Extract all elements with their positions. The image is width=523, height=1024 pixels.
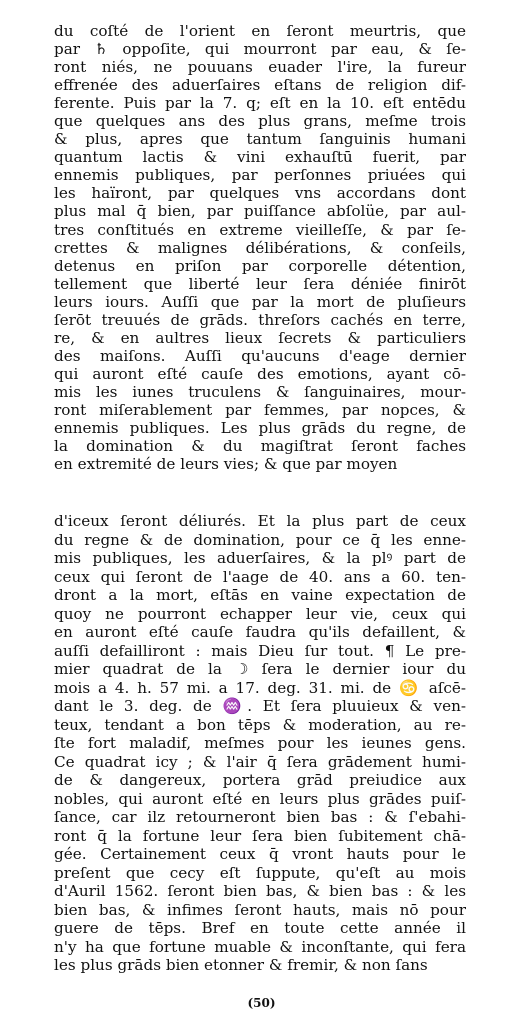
text-line: ſance, car ilz retourneront bien bas : & ſ'ebahi- [54, 808, 466, 826]
text-line: mis les iunes truculens & ſanguinaires, mour- [54, 382, 466, 401]
text-line: n'y ha que fortune muable & inconſtante, qui fera [54, 937, 466, 956]
text-line: du coſté de l'orient en ſeront meurtris, que [54, 22, 466, 40]
text-line: ront q̄ la fortune leur ſera bien ſubitement chā- [54, 826, 466, 845]
text-line: de & dangereux, portera grād preiudice aux [54, 771, 466, 789]
page-number: (50) [247, 996, 276, 1010]
text-line: ceux qui ſeront de l'aage de 40. ans a 60. ten- [54, 567, 466, 586]
text-line: Ce quadrat icy ; & l'air q̄ ſera grādement humi- [54, 752, 466, 771]
text-line: ferente. Puis par la 7. q; eſt en la 10. eſt entēdu [54, 94, 466, 113]
text-line: gée. Certainement ceux q̄ vront hauts pour le [54, 845, 466, 863]
text-line: & plus, apres que tantum ſanguinis humani [54, 130, 466, 149]
text-line: du regne & de domination, pour ce q̄ les enne- [54, 530, 466, 549]
text-line: nobles, qui auront eſté en leurs plus grādes puiſ- [54, 789, 466, 808]
text-block-bottom [54, 512, 466, 975]
text-line: ennemis publiques, par perſonnes priuées qui [54, 166, 466, 185]
text-line: quantum lactis & vini exhauſtū fuerit, par [54, 148, 466, 167]
text-line: la domination & du magiſtrat ſeront faches [54, 437, 466, 456]
text-line: bien bas, & infimes ſeront hauts, mais nō pour [54, 900, 466, 919]
text-line: en extremité de leurs vies; & que par moyen [54, 455, 398, 474]
text-line: qui auront eſté cauſe des emotions, ayant cō- [54, 364, 466, 383]
text-line: dant le 3. deg. de ♒. Et ſera pluuieux & ven- [54, 697, 466, 715]
text-line: que quelques ans des plus grans, meſme trois [54, 112, 466, 131]
text-line: leurs iours. Auſſi que par la mort de pluſieurs [54, 292, 466, 311]
text-line: les plus grāds bien etonner & fremir, & non ſans [54, 956, 428, 974]
text-line: dront a la mort, eſtās en vaine expectation de [54, 586, 466, 604]
text-line: ſerōt treuués de grāds. threſors cachés en terre, [54, 310, 466, 329]
text-line: d'Auril 1562. ſeront bien bas, & bien bas : & les [54, 882, 466, 900]
text-line: plus mal q̄ bien, par puiſſance abſolüe, par aul- [54, 202, 466, 221]
text-line: mier quadrat de la ☽ ſera le dernier iour du [54, 660, 466, 678]
text-line: d'iceux ſeront déliurés. Et la plus part de ceux [54, 512, 466, 530]
text-line: les haïront, par quelques vns accordans dont [54, 184, 466, 203]
text-line: tres conſtitués en extreme vieilleſſe, & par ſe- [54, 220, 466, 239]
text-line: tellement que liberté leur ſera déniée finirōt [54, 274, 466, 293]
text-line: mois a 4. h. 57 mi. a 17. deg. 31. mi. de ♋ aſcē- [54, 678, 466, 697]
text-line: crettes & malignes délibérations, & conſeils, [54, 238, 466, 257]
text-line: en auront eſté cauſe faudra qu'ils defaillent, & [54, 623, 466, 641]
text-line: preſent que cecy eſt ſuppute, qu'eſt au mois [54, 863, 466, 882]
text-line: teux, tendant a bon tēps & moderation, au re- [54, 715, 466, 734]
text-line: auſſi defailliront : mais Dieu ſur tout. ¶ Le pre- [54, 641, 466, 660]
text-line: detenus en priſon par corporelle détention, [54, 256, 466, 275]
text-line: ront miſerablement par femmes, par nopces, & [54, 400, 466, 419]
text-line: ſte fort maladif, meſmes pour les ieunes gens. [54, 734, 466, 752]
text-line: guere de tēps. Bref en toute cette année il [54, 919, 466, 937]
text-line: ront niés, ne pouuans euader l'ire, la fureur [54, 58, 466, 77]
text-line: re, & en aultres lieux ſecrets & particuliers [54, 328, 466, 347]
text-line: effrenée des aduerſaires eſtans de religion dif- [54, 76, 466, 95]
text-line: mis publiques, les aduerſaires, & la plꝰ part de [54, 549, 466, 567]
text-block-top [54, 22, 466, 473]
text-line: quoy ne pourront echapper leur vie, ceux qui [54, 604, 466, 623]
text-line: des maiſons. Auſſi qu'aucuns d'eage dernier [54, 346, 466, 365]
text-line: par ♄ oppoſite, qui mourront par eau, & ſe- [54, 40, 466, 59]
text-line: ennemis publiques. Les plus grāds du regne, de [54, 419, 466, 438]
